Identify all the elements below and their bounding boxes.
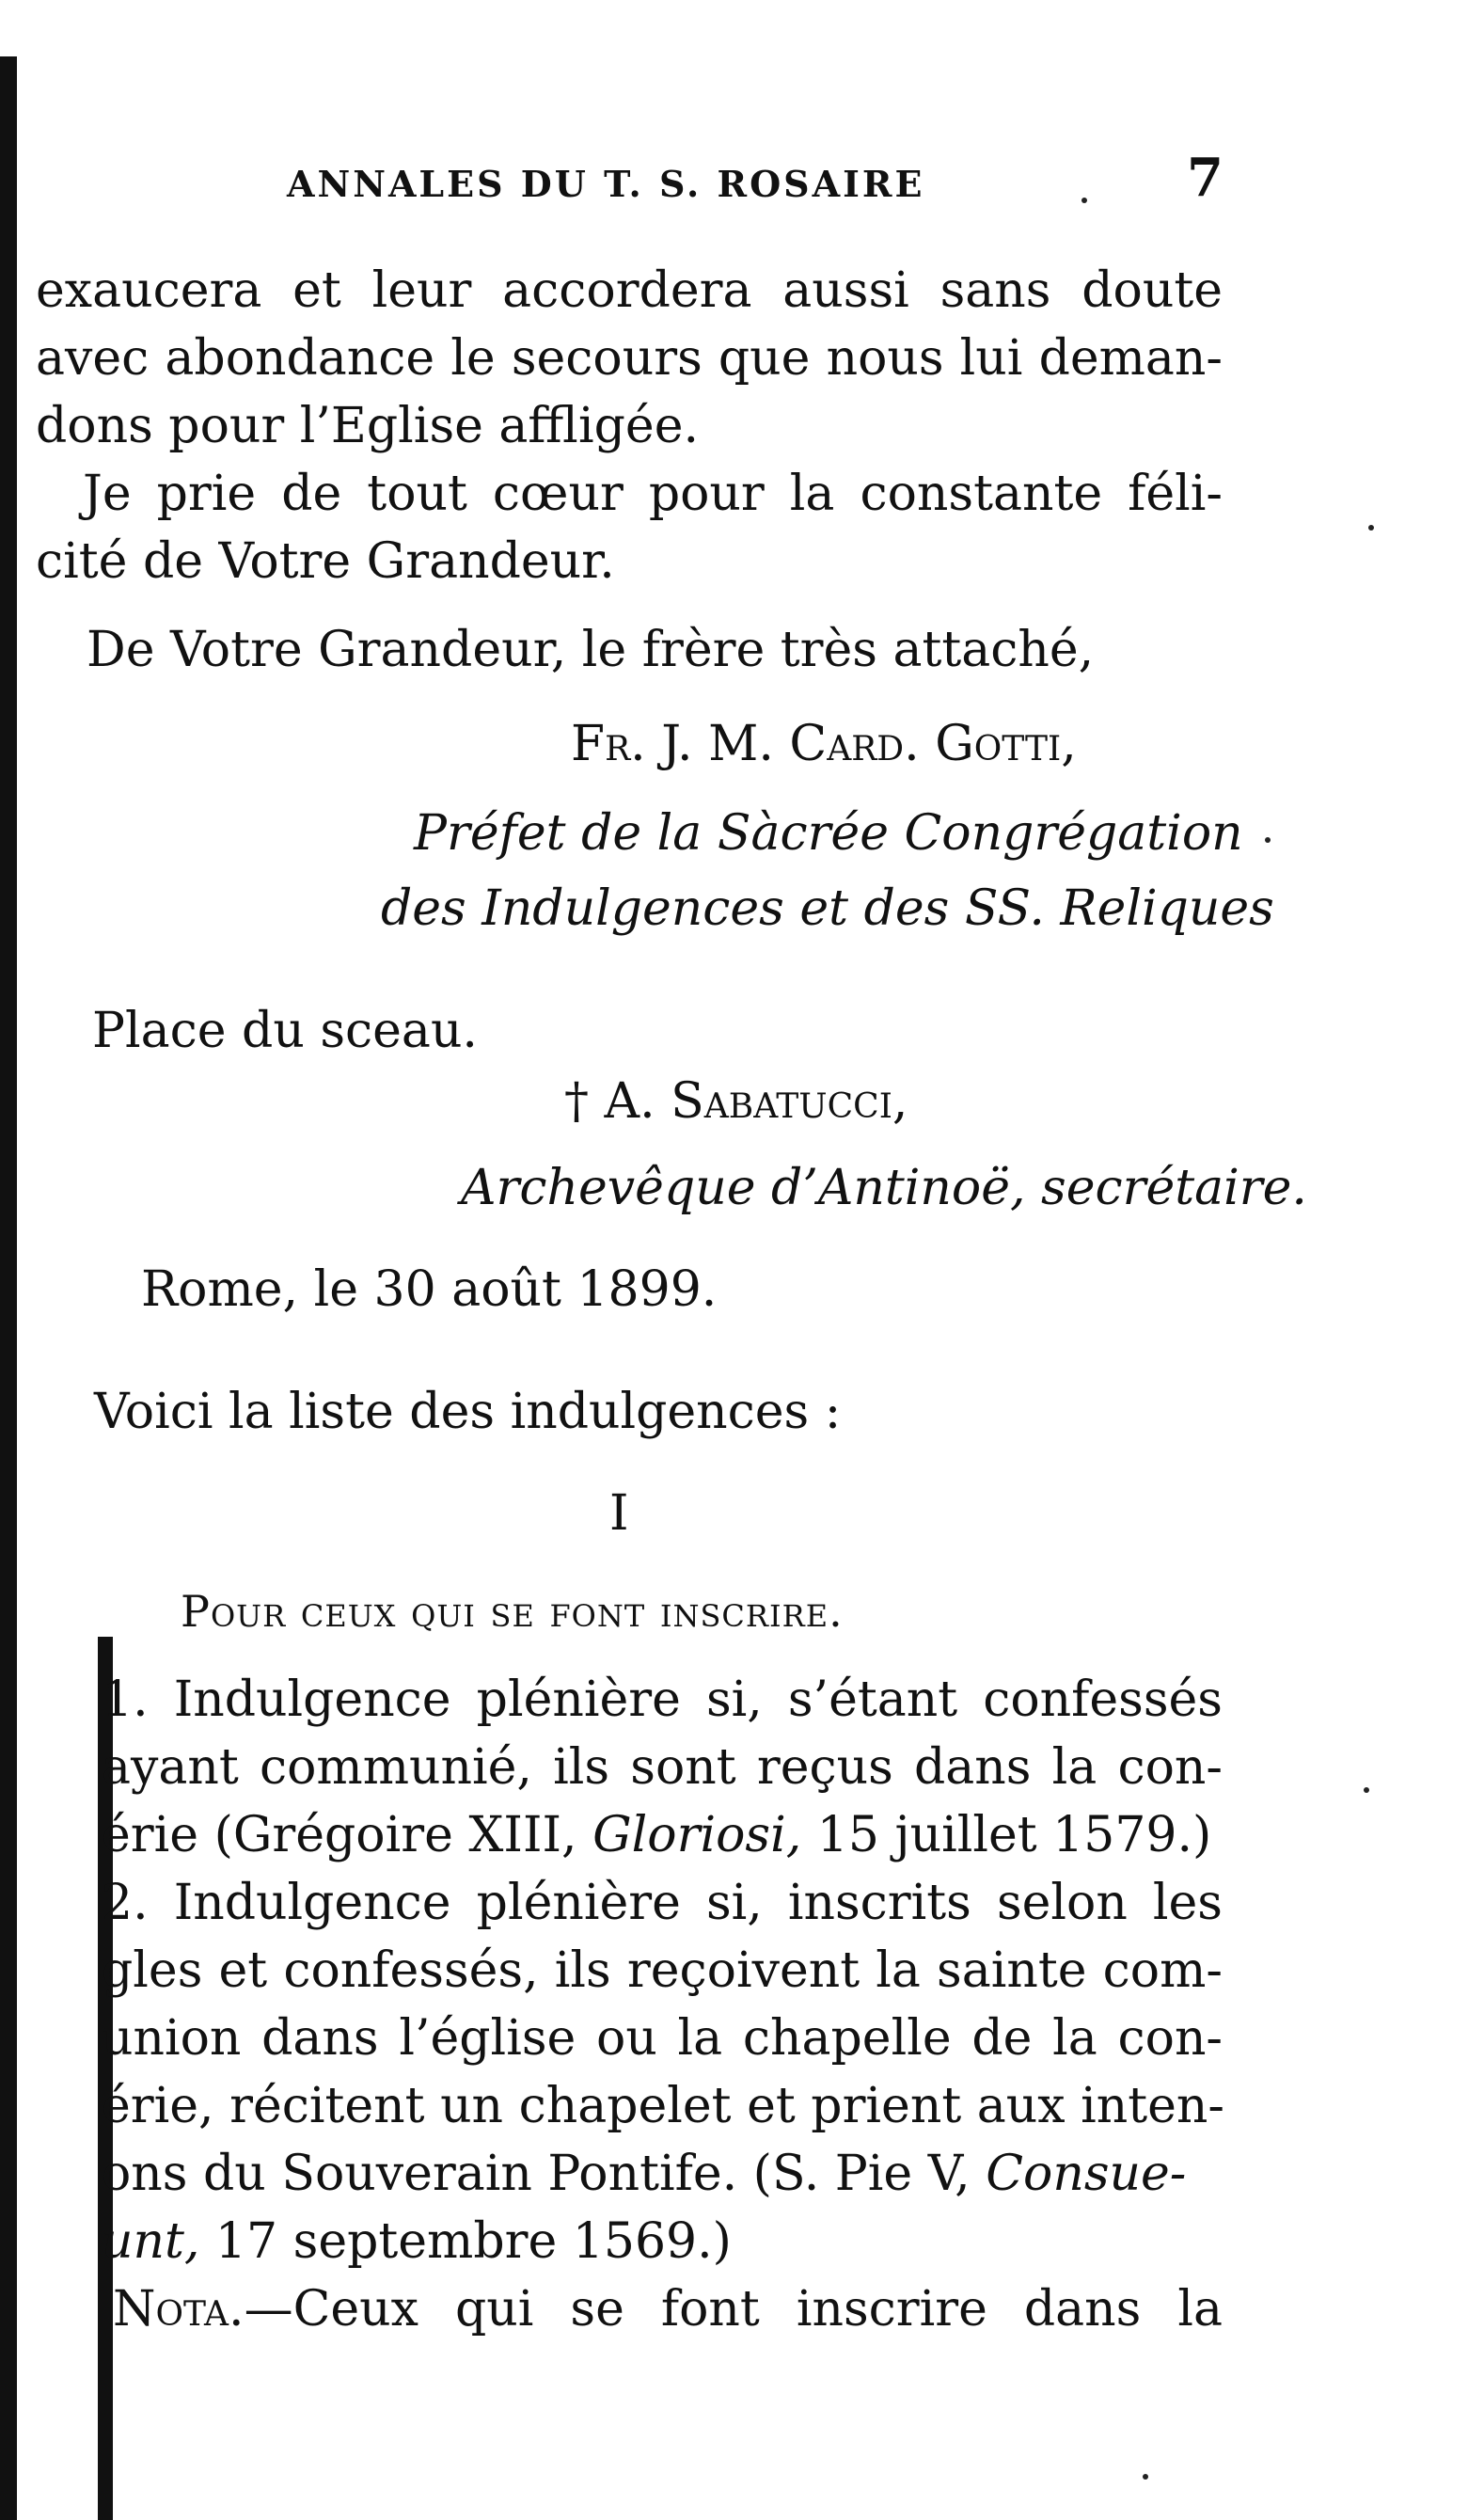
body-line: 1. Indulgence plénière si, s’étant confessés: [102, 1672, 1223, 1728]
closing-formula: De Votre Grandeur, le frère très attaché,: [87, 622, 1095, 678]
body-line: érie, récitent un chapelet et prient aux inten-: [102, 2078, 1224, 2134]
speck: [1364, 1787, 1369, 1793]
nota-line: Nota.—Ceux qui se font inscrire dans la: [113, 2281, 1223, 2338]
body-line: ayant communié, ils sont reçus dans la con-: [102, 1739, 1223, 1796]
body-line: unt, 17 septembre 1569.): [102, 2213, 732, 2270]
running-title: ANNALES DU T. S. ROSAIRE: [287, 163, 925, 205]
body-line: cité de Votre Grandeur.: [36, 533, 615, 590]
speck: [1368, 525, 1374, 531]
section-title: Pour ceux qui se font inscrire.: [181, 1586, 844, 1637]
intro-line: Voici la liste des indulgences :: [94, 1384, 842, 1440]
seal-note: Place du sceau.: [92, 1003, 478, 1059]
dateline: Rome, le 30 août 1899.: [141, 1261, 718, 1318]
body-line: dons pour l’Eglise affligée.: [36, 398, 699, 454]
body-line: union dans l’église ou la chapelle de la con-: [102, 2010, 1223, 2067]
signature-title: des Indulgences et des SS. Reliques: [381, 880, 1274, 937]
signature-name: Fr. J. M. Card. Gotti,: [571, 716, 1077, 772]
signature-title: Archevêque d’Antinoë, secrétaire.: [461, 1160, 1307, 1216]
body-line: avec abondance le secours que nous lui deman-: [36, 330, 1223, 387]
signature-name: † A. Sabatucci,: [564, 1073, 908, 1130]
speck: [1143, 2474, 1148, 2480]
body-line: gles et confessés, ils reçoivent la sainte com-: [102, 1942, 1223, 1999]
speck: [1265, 837, 1271, 843]
signature-title: Préfet de la Sàcrée Congrégation: [414, 805, 1243, 862]
body-line: exaucera et leur accordera aussi sans doute: [36, 262, 1223, 319]
binding-shadow: [0, 56, 17, 2520]
body-line: Je prie de tout cœur pour la constante féli-: [83, 466, 1223, 522]
section-number: I: [609, 1485, 629, 1542]
body-line: 2. Indulgence plénière si, inscrits selon les: [102, 1875, 1223, 1931]
speck: [1081, 198, 1087, 203]
body-line: ons du Souverain Pontife. (S. Pie V, Consue-: [102, 2146, 1187, 2202]
page-number: 7: [1187, 147, 1224, 209]
body-line: érie (Grégoire XIII, Gloriosi, 15 juillet 1579.): [102, 1807, 1212, 1863]
